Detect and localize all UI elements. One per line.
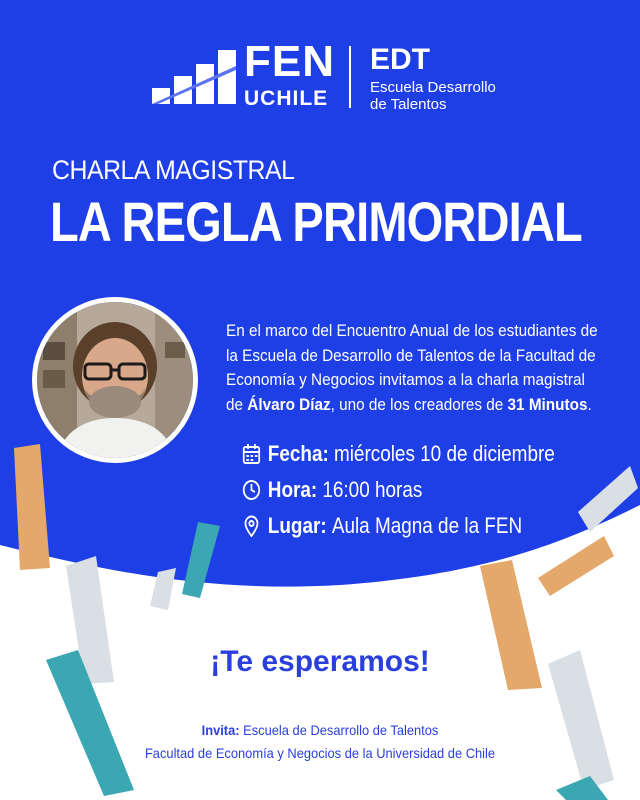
logo-divider (349, 46, 351, 108)
event-type-label: CHARLA MAGISTRAL (52, 155, 295, 185)
closing-greeting: ¡Te esperamos! (210, 645, 430, 678)
description-intro: En el marco del Encuentro Anual de los estudiantes de la Escuela de Desarrollo de Talentos de la Facultad de Economía y Negocios invitamos a la charla magistral de (226, 321, 598, 414)
invite-label: Invita: (201, 722, 240, 738)
edt-subtitle-line2: de Talentos (370, 96, 447, 113)
place-label: Lugar: (267, 513, 327, 538)
invite-line-1 (26, 722, 615, 738)
invite-line-2: Facultad de Economía y Negocios de la Universidad de Chile (144, 745, 496, 761)
date-label: Fecha: (267, 441, 329, 466)
fen-logo-bars-icon (152, 46, 238, 110)
description-middle: , uno de los creadores de (330, 394, 508, 414)
fen-logo-text: FEN (244, 37, 335, 86)
edt-subtitle-line1: Escuela Desarrollo (370, 79, 496, 96)
speaker-name: Álvaro Díaz (247, 394, 331, 414)
time-label: Hora: (267, 477, 318, 502)
detail-time (242, 479, 422, 501)
uchile-logo-text: UCHILE (244, 87, 329, 110)
calendar-icon (242, 443, 261, 465)
time-value: 16:00 horas (322, 477, 423, 502)
event-description (226, 319, 604, 417)
speaker-portrait-icon (37, 302, 193, 458)
location-pin-icon (242, 515, 261, 537)
event-title: LA REGLA PRIMORDIAL (50, 190, 582, 253)
clock-icon (242, 479, 261, 501)
edt-logo-text: EDT (370, 43, 430, 76)
description-end: . (587, 394, 592, 414)
detail-date (242, 443, 555, 465)
show-name: 31 Minutos (507, 394, 588, 414)
place-value: Aula Magna de la FEN (331, 513, 523, 538)
date-value: miércoles 10 de diciembre (333, 441, 555, 466)
detail-place (242, 515, 522, 537)
speaker-photo (32, 297, 198, 463)
invite-host: Escuela de Desarrollo de Talentos (239, 722, 439, 738)
